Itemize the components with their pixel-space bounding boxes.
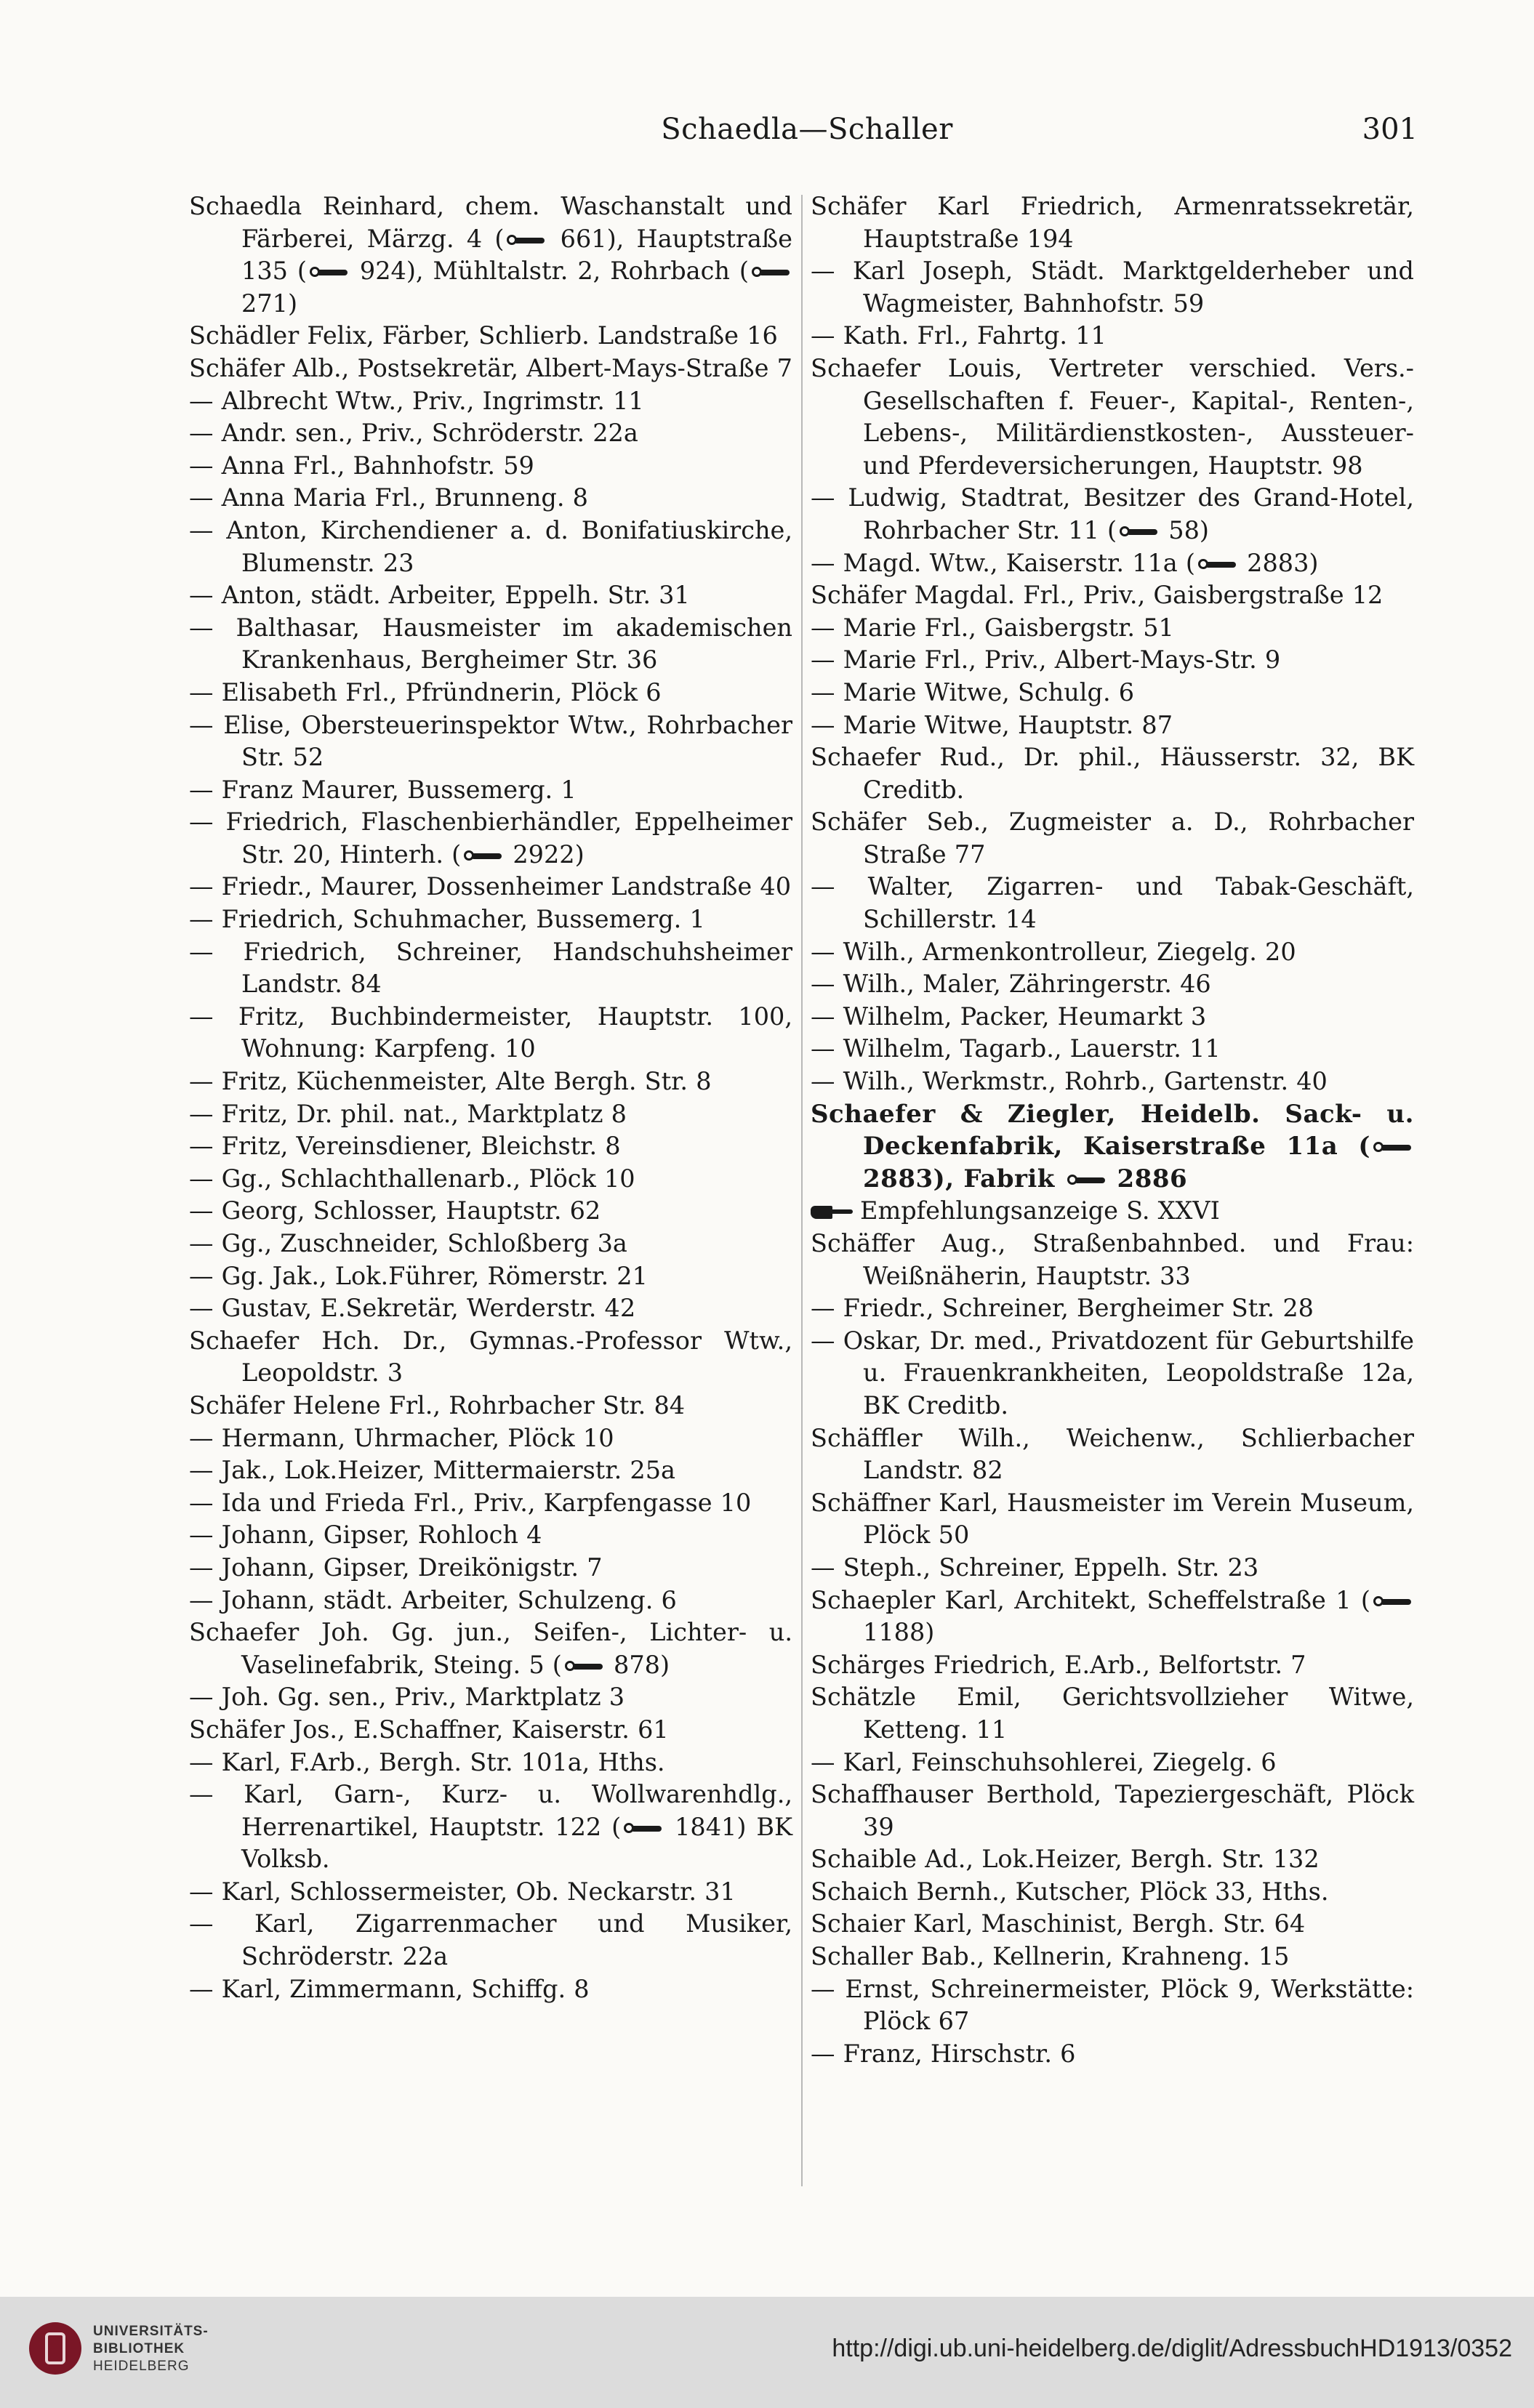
directory-entry xyxy=(811,968,1414,1001)
library-name-line: BIBLIOTHEK xyxy=(93,2341,185,2356)
telephone-receiver-icon xyxy=(507,234,545,247)
entry-text: 661), Hauptstraße 135 ( xyxy=(241,224,792,286)
entry-text: — Friedr., Maurer, Dossenheimer Landstraße 40 xyxy=(189,872,792,901)
entry-text: — Franz Maurer, Bussemerg. 1 xyxy=(189,775,577,804)
directory-entry xyxy=(811,1584,1414,1649)
entry-text: Schaedla Reinhard, chem. Waschanstalt und Färberei, Märzg. 4 ( xyxy=(189,192,792,253)
directory-entry xyxy=(189,1292,792,1325)
entry-text: — Anna Frl., Bahnhofstr. 59 xyxy=(189,451,534,480)
directory-entry xyxy=(811,1941,1414,1973)
directory-entry xyxy=(189,1001,792,1066)
directory-entry xyxy=(811,1325,1414,1422)
directory-entry xyxy=(811,2038,1414,2071)
right-column xyxy=(811,190,1414,2196)
directory-entry xyxy=(189,1260,792,1293)
directory-entry xyxy=(189,579,792,612)
entry-text: — Kath. Frl., Fahrtg. 11 xyxy=(811,321,1107,350)
directory-entry xyxy=(189,1876,792,1909)
entry-text: — Wilh., Maler, Zähringerstr. 46 xyxy=(811,970,1211,999)
directory-entry xyxy=(189,903,792,936)
directory-entry xyxy=(189,1519,792,1552)
entry-text: — Friedrich, Schuhmacher, Bussemerg. 1 xyxy=(189,905,705,934)
directory-entry xyxy=(189,450,792,483)
entry-text: Empfehlungsanzeige S. XXVI xyxy=(860,1196,1220,1225)
directory-entry xyxy=(811,255,1414,320)
entry-text: — Ludwig, Stadtrat, Besitzer des Grand-Hotel, Rohrbacher Str. 11 ( xyxy=(811,483,1414,544)
advertisement-reference xyxy=(811,1195,1414,1228)
entry-text: Schäfer Alb., Postsekretär, Albert-Mays-Straße 7 xyxy=(189,353,792,382)
telephone-receiver-icon xyxy=(1120,526,1157,539)
entry-text: 924), Mühltalstr. 2, Rohrbach ( xyxy=(350,257,749,286)
directory-entry xyxy=(811,936,1414,969)
entry-text: — Friedr., Schreiner, Bergheimer Str. 28 xyxy=(811,1294,1314,1323)
entry-text: — Joh. Gg. sen., Priv., Marktplatz 3 xyxy=(189,1683,625,1712)
directory-entry xyxy=(811,1649,1414,1682)
entry-text: — Gg., Zuschneider, Schloßberg 3a xyxy=(189,1229,627,1257)
directory-entry xyxy=(189,1584,792,1617)
directory-entry xyxy=(189,1714,792,1747)
entry-text: — Wilhelm, Tagarb., Lauerstr. 11 xyxy=(811,1034,1221,1063)
entry-text: — Anton, städt. Arbeiter, Eppelh. Str. 31 xyxy=(189,581,690,610)
telephone-receiver-icon xyxy=(565,1660,603,1673)
directory-entry xyxy=(189,936,792,1001)
directory-entry xyxy=(189,1163,792,1196)
directory-entry xyxy=(189,1973,792,2006)
directory-entry xyxy=(189,353,792,385)
entry-text: 58) xyxy=(1160,515,1209,544)
entry-text: Schaefer Hch. Dr., Gymnas.-Professor Wtw., Leopoldstr. 3 xyxy=(189,1326,792,1388)
telephone-receiver-icon xyxy=(624,1822,662,1835)
directory-entry xyxy=(811,1001,1414,1034)
left-column xyxy=(189,190,792,2196)
directory-entry xyxy=(189,1552,792,1584)
entry-text: — Karl, Feinschuhsohlerei, Ziegelg. 6 xyxy=(811,1747,1277,1776)
entry-text: — Elise, Obersteuerinspektor Wtw., Rohrbacher Str. 52 xyxy=(189,710,792,772)
entry-text: — Albrecht Wtw., Priv., Ingrimstr. 11 xyxy=(189,386,644,415)
entry-text: — Fritz, Vereinsdiener, Bleichstr. 8 xyxy=(189,1132,621,1161)
directory-entry xyxy=(811,190,1414,255)
entry-text: — Friedrich, Flaschenbierhändler, Eppelheimer Str. 20, Hinterh. ( xyxy=(189,808,792,869)
directory-entry xyxy=(811,353,1414,482)
directory-entry xyxy=(811,1098,1414,1196)
directory-entry xyxy=(811,1552,1414,1584)
directory-entry xyxy=(189,1325,792,1390)
entry-text: 2886 xyxy=(1107,1164,1188,1193)
directory-entry xyxy=(811,1681,1414,1746)
entry-text: — Fritz, Dr. phil. nat., Marktplatz 8 xyxy=(189,1099,627,1128)
directory-entry xyxy=(189,320,792,353)
entry-text: — Marie Witwe, Hauptstr. 87 xyxy=(811,710,1173,739)
entry-text: Schaepler Karl, Architekt, Scheffelstraße 1 ( xyxy=(811,1585,1370,1614)
directory-entry xyxy=(811,1973,1414,2038)
entry-text: — Karl, F.Arb., Bergh. Str. 101a, Hths. xyxy=(189,1747,665,1776)
directory-entry xyxy=(189,1390,792,1422)
directory-entry xyxy=(811,1908,1414,1941)
entry-text: — Gg. Jak., Lok.Führer, Römerstr. 21 xyxy=(189,1261,648,1290)
directory-entry xyxy=(189,709,792,774)
entry-text: Schäfer Karl Friedrich, Armenratssekretär, Hauptstraße 194 xyxy=(811,192,1414,253)
directory-entry xyxy=(189,1681,792,1714)
directory-entry xyxy=(811,677,1414,709)
library-name-line: HEIDELBERG xyxy=(93,2359,190,2374)
entry-text: — Walter, Zigarren- und Tabak-Geschäft, Schillerstr. 14 xyxy=(811,872,1414,934)
directory-entry xyxy=(811,1422,1414,1487)
entry-text: Schädler Felix, Färber, Schlierb. Landstraße 16 xyxy=(189,321,778,350)
entry-text: — Marie Witwe, Schulg. 6 xyxy=(811,677,1135,706)
entry-text: Schaible Ad., Lok.Heizer, Bergh. Str. 132 xyxy=(811,1845,1320,1874)
entry-text: 2922) xyxy=(505,839,585,869)
directory-entry xyxy=(811,1228,1414,1292)
directory-entry xyxy=(189,774,792,807)
directory-entry xyxy=(811,1876,1414,1909)
entry-text: Schaier Karl, Maschinist, Bergh. Str. 64 xyxy=(811,1909,1306,1938)
entry-text: Schäfer Helene Frl., Rohrbacher Str. 84 xyxy=(189,1390,686,1420)
entry-text: 271) xyxy=(241,289,298,318)
entry-text: — Oskar, Dr. med., Privatdozent für Geburtshilfe u. Frauenkrankheiten, Leopoldstraße 12a, BK Creditb. xyxy=(811,1326,1414,1420)
entry-text: Schaich Bernh., Kutscher, Plöck 33, Hths. xyxy=(811,1877,1329,1906)
directory-entry xyxy=(189,1066,792,1098)
directory-entry xyxy=(189,1779,792,1876)
directory-entry xyxy=(189,515,792,579)
library-name-line: UNIVERSITÄTS- xyxy=(93,2324,209,2339)
directory-entry xyxy=(811,1843,1414,1876)
telephone-receiver-icon xyxy=(310,266,348,279)
directory-entry xyxy=(189,806,792,871)
entry-text: 878) xyxy=(605,1650,670,1679)
entry-text: — Johann, Gipser, Rohloch 4 xyxy=(189,1521,542,1550)
entry-text: — Wilhelm, Packer, Heumarkt 3 xyxy=(811,1002,1207,1031)
telephone-receiver-icon xyxy=(1373,1141,1411,1154)
directory-entry xyxy=(189,1908,792,1973)
directory-entry xyxy=(811,320,1414,353)
directory-entry xyxy=(189,1228,792,1260)
telephone-receiver-icon xyxy=(1067,1174,1105,1187)
entry-text: Schaller Bab., Kellnerin, Krahneng. 15 xyxy=(811,1942,1290,1971)
entry-text: — Elisabeth Frl., Pfründnerin, Plöck 6 xyxy=(189,677,662,706)
entry-text: — Marie Frl., Priv., Albert-Mays-Str. 9 xyxy=(811,645,1281,675)
telephone-receiver-icon xyxy=(1198,558,1236,571)
entry-text: Schaefer & Ziegler, Heidelb. Sack- u. Deckenfabrik, Kaiserstraße 11a ( xyxy=(811,1099,1414,1161)
directory-entry xyxy=(189,677,792,709)
entry-text: — Karl, Schlossermeister, Ob. Neckarstr. 31 xyxy=(189,1877,736,1906)
entry-text: — Karl, Zigarrenmacher und Musiker, Schröderstr. 22a xyxy=(189,1909,792,1971)
entry-text: — Steph., Schreiner, Eppelh. Str. 23 xyxy=(811,1553,1259,1582)
entry-text: — Jak., Lok.Heizer, Mittermaierstr. 25a xyxy=(189,1456,675,1485)
pointing-hand-icon xyxy=(811,1203,853,1222)
entry-text: — Georg, Schlosser, Hauptstr. 62 xyxy=(189,1196,601,1225)
entry-text: Schäfer Seb., Zugmeister a. D., Rohrbacher Straße 77 xyxy=(811,808,1414,869)
entry-text: 1188) xyxy=(863,1618,935,1647)
entry-text: — Wilh., Werkmstr., Rohrb., Gartenstr. 40 xyxy=(811,1067,1328,1096)
entry-text: — Ernst, Schreinermeister, Plöck 9, Werkstätte: Plöck 67 xyxy=(811,1974,1414,2036)
directory-entry xyxy=(189,1098,792,1131)
entry-text: Schaefer Louis, Vertreter verschied. Vers.-Gesellschaften f. Feuer-, Kapital-, Renten-, Lebens-, Militärdienstkosten-, Aussteuer- und Pferdeversicherungen, Hauptstr. 98 xyxy=(811,353,1414,480)
entry-text: 2883) xyxy=(1239,548,1319,577)
entry-text: — Fritz, Küchenmeister, Alte Bergh. Str. 8 xyxy=(189,1067,712,1096)
entry-text: — Karl Joseph, Städt. Marktgelderheber und Wagmeister, Bahnhofstr. 59 xyxy=(811,257,1414,318)
entry-text: — Friedrich, Schreiner, Handschuhsheimer Landstr. 84 xyxy=(189,937,792,999)
page-number: 301 xyxy=(1362,113,1418,146)
directory-entry xyxy=(811,547,1414,580)
entry-text: Schaefer Rud., Dr. phil., Häusserstr. 32, BK Creditb. xyxy=(811,743,1414,804)
directory-entry xyxy=(811,579,1414,612)
entry-text: — Magd. Wtw., Kaiserstr. 11a ( xyxy=(811,548,1195,577)
entry-text: Schäffler Wilh., Weichenw., Schlierbacher Landstr. 82 xyxy=(811,1423,1414,1485)
entry-text: — Marie Frl., Gaisbergstr. 51 xyxy=(811,613,1174,642)
directory-entry xyxy=(811,741,1414,806)
page-header xyxy=(196,100,1418,158)
telephone-receiver-icon xyxy=(752,266,790,279)
directory-entry xyxy=(811,1487,1414,1552)
entry-text: — Karl, Garn-, Kurz- u. Wollwarenhdlg., Herrenartikel, Hauptstr. 122 ( xyxy=(189,1780,792,1841)
directory-entry xyxy=(189,1487,792,1520)
directory-entry xyxy=(189,417,792,450)
library-logo-icon xyxy=(29,2322,81,2375)
entry-text: — Balthasar, Hausmeister im akademischen Krankenhaus, Bergheimer Str. 36 xyxy=(189,613,792,675)
library-name xyxy=(93,2323,398,2375)
entry-text: — Johann, Gipser, Dreikönigstr. 7 xyxy=(189,1553,603,1582)
directory-entry xyxy=(811,612,1414,645)
directory-entry xyxy=(811,1066,1414,1098)
directory-entry xyxy=(189,385,792,418)
entry-text: Schäfer Magdal. Frl., Priv., Gaisbergstraße 12 xyxy=(811,581,1384,610)
entry-text: Schaffhauser Berthold, Tapeziergeschäft, Plöck 39 xyxy=(811,1780,1414,1841)
directory-entry xyxy=(189,1422,792,1455)
directory-entry xyxy=(189,871,792,903)
running-head: Schaedla—Schaller xyxy=(661,113,953,146)
entry-text: — Gustav, E.Sekretär, Werderstr. 42 xyxy=(189,1294,636,1323)
entry-text: — Franz, Hirschstr. 6 xyxy=(811,2039,1076,2068)
telephone-receiver-icon xyxy=(464,850,502,863)
entry-text: Schäfer Jos., E.Schaffner, Kaiserstr. 61 xyxy=(189,1715,669,1744)
column-divider xyxy=(801,195,803,2186)
entry-text: Schaefer Joh. Gg. jun., Seifen-, Lichter- u. Vaselinefabrik, Steing. 5 ( xyxy=(189,1618,792,1679)
entry-text: — Wilh., Armenkontrolleur, Ziegelg. 20 xyxy=(811,937,1296,966)
entry-text: Schärges Friedrich, E.Arb., Belfortstr. 7 xyxy=(811,1650,1306,1679)
directory-entry xyxy=(189,1747,792,1779)
directory-entry xyxy=(811,1747,1414,1779)
directory-entry xyxy=(811,1033,1414,1066)
entry-text: — Anna Maria Frl., Brunneng. 8 xyxy=(189,483,588,512)
telephone-receiver-icon xyxy=(1373,1595,1411,1608)
entry-text: — Ida und Frieda Frl., Priv., Karpfengasse 10 xyxy=(189,1488,752,1517)
entry-text: Schäffer Aug., Straßenbahnbed. und Frau: Weißnäherin, Hauptstr. 33 xyxy=(811,1229,1414,1290)
entry-text: — Fritz, Buchbindermeister, Hauptstr. 100, Wohnung: Karpfeng. 10 xyxy=(189,1002,792,1063)
entry-text: Schäffner Karl, Hausmeister im Verein Museum, Plöck 50 xyxy=(811,1488,1414,1550)
entry-text: 1841) BK Volksb. xyxy=(241,1812,792,1874)
directory-entry xyxy=(811,709,1414,742)
directory-entry xyxy=(189,1454,792,1487)
directory-entry xyxy=(811,871,1414,935)
entry-text: — Gg., Schlachthallenarb., Plöck 10 xyxy=(189,1164,635,1193)
entry-text: — Andr. sen., Priv., Schröderstr. 22a xyxy=(189,419,638,448)
source-url-link[interactable]: http://digi.ub.uni-heidelberg.de/diglit/AdressbuchHD1913/0352 xyxy=(832,2335,1512,2362)
directory-entry xyxy=(811,1779,1414,1843)
directory-entry xyxy=(189,190,792,320)
entry-text: — Hermann, Uhrmacher, Plöck 10 xyxy=(189,1423,614,1452)
directory-entry xyxy=(189,482,792,515)
entry-text: 2883), Fabrik xyxy=(863,1164,1064,1193)
directory-entry xyxy=(811,806,1414,871)
directory-entry xyxy=(189,1616,792,1681)
directory-entry xyxy=(189,612,792,677)
directory-entry xyxy=(811,644,1414,677)
directory-entry xyxy=(189,1130,792,1163)
entry-text: — Karl, Zimmermann, Schiffg. 8 xyxy=(189,1974,590,2003)
entry-text: Schätzle Emil, Gerichtsvollzieher Witwe, Ketteng. 11 xyxy=(811,1683,1414,1744)
directory-entry xyxy=(189,1195,792,1228)
entry-text: — Johann, städt. Arbeiter, Schulzeng. 6 xyxy=(189,1585,677,1614)
directory-entry xyxy=(811,482,1414,547)
directory-entry xyxy=(811,1292,1414,1325)
entry-text: — Anton, Kirchendiener a. d. Bonifatiuskirche, Blumenstr. 23 xyxy=(189,515,792,577)
